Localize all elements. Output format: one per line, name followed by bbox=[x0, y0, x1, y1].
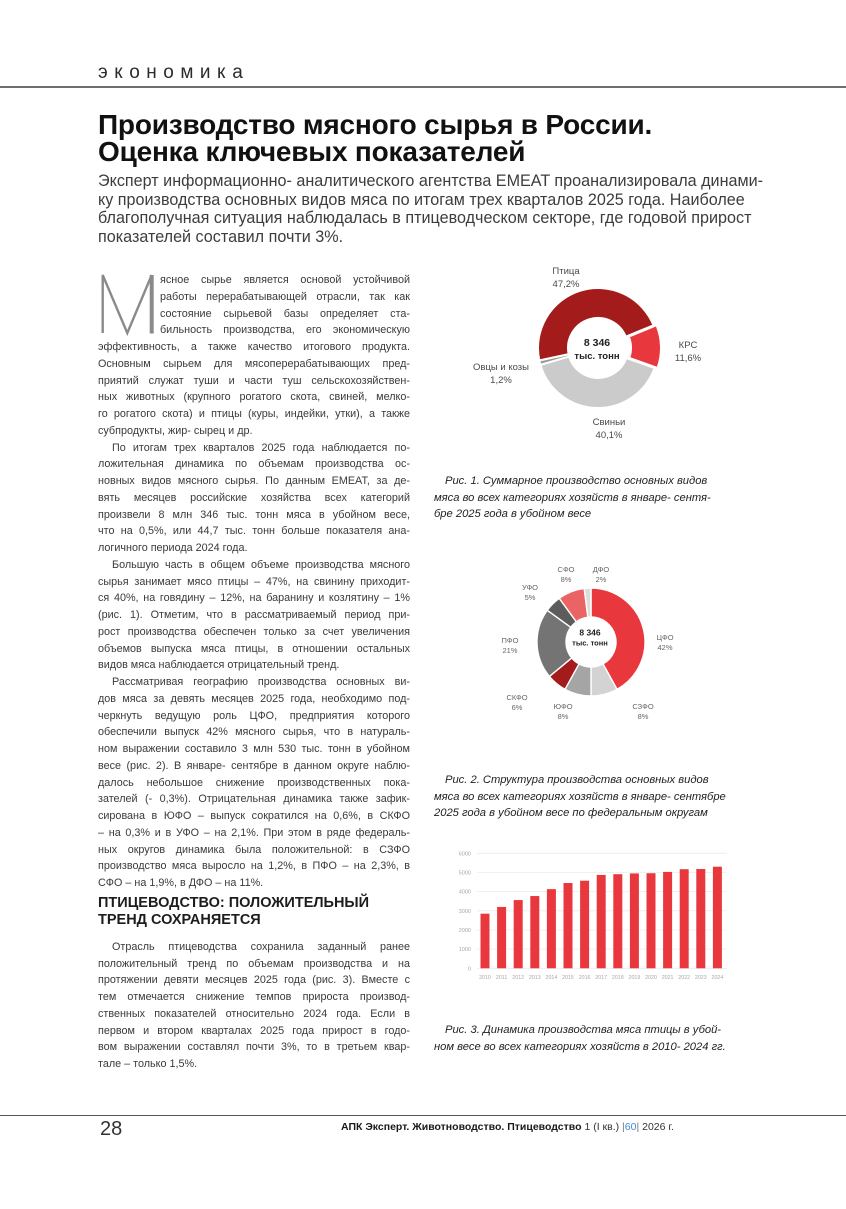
journal-title: АПК Эксперт. Животноводство. Птицеводство bbox=[341, 1121, 582, 1133]
donut-label-poultry bbox=[552, 265, 579, 291]
y-tick-label: 6000 bbox=[458, 851, 471, 858]
bar bbox=[680, 869, 689, 968]
text-line: Рассматривая географию производства основных ви- bbox=[112, 676, 410, 688]
text-line: сырья занимает мясо птицы – 47%, на свинину приходит- bbox=[98, 575, 410, 588]
section-label: экономика bbox=[98, 62, 250, 83]
x-tick-label: 2024 bbox=[711, 974, 724, 981]
y-tick-label: 2000 bbox=[458, 927, 471, 934]
donut-center-label bbox=[572, 628, 608, 649]
text-line: положительный тренд по объемам производства и на bbox=[98, 957, 410, 970]
bar bbox=[481, 914, 490, 969]
text-line: логичного периода 2024 года. bbox=[98, 542, 248, 554]
label-value: 40,1% bbox=[595, 430, 623, 441]
bar bbox=[663, 872, 672, 968]
text-line: Основным сырьем для мясоперерабатывающих пред- bbox=[98, 357, 410, 370]
donut-segment bbox=[540, 356, 654, 408]
article-title bbox=[98, 111, 652, 165]
bar bbox=[597, 875, 606, 968]
x-tick-label: 2023 bbox=[694, 974, 707, 981]
text-line: зателей (- 0,3%). Отрицательная динамика также зафик- bbox=[98, 793, 410, 806]
text-line: Большую часть в общем объеме производства мясного bbox=[112, 558, 410, 571]
figure-1-caption bbox=[434, 473, 746, 523]
text-line: эффективность, а также качество итогового продукта. bbox=[98, 341, 410, 353]
bar bbox=[497, 907, 506, 968]
text-line: производство мяса выросло на 1,2%, в ПФО – на 2,3%, в bbox=[98, 860, 410, 873]
label-value: 1,2% bbox=[490, 375, 512, 386]
article-lead bbox=[98, 172, 798, 246]
donut-label-sfo bbox=[558, 565, 575, 585]
issue-year: 2026 г. bbox=[642, 1121, 674, 1133]
text-line: мяса во всех категориях хозяйств в январе- сентябре bbox=[434, 790, 726, 803]
label-value: 8% bbox=[637, 712, 649, 721]
text-line: Рис. 2. Структура производства основных видов bbox=[445, 774, 709, 786]
figure-3-caption bbox=[434, 1022, 746, 1055]
text-line: Производство мясного сырья в России. bbox=[98, 109, 653, 140]
footer-journal-info bbox=[341, 1120, 674, 1134]
label-category: СЗФО bbox=[632, 702, 654, 711]
x-tick-label: 2021 bbox=[661, 974, 674, 981]
figure-2-caption bbox=[434, 772, 746, 822]
donut-center-value: 8 346 bbox=[583, 337, 611, 349]
label-category: Свиньи bbox=[592, 417, 626, 428]
issue-label: 1 (I кв.) bbox=[584, 1121, 620, 1133]
x-tick-label: 2022 bbox=[678, 974, 691, 981]
bar bbox=[547, 889, 556, 968]
text-line: ПТИЦЕВОДСТВО: ПОЛОЖИТЕЛЬНЫЙ bbox=[98, 894, 370, 911]
text-line: сирована в ЮФО – выпуск сократился на 0,6%, в СКФО bbox=[98, 810, 410, 822]
text-line: ТРЕНД СОХРАНЯЕТСЯ bbox=[98, 912, 261, 929]
text-line: дов мяса за девять месяцев 2025 года, необходимо под- bbox=[98, 692, 410, 705]
label-category: ПФО bbox=[501, 636, 519, 645]
text-line: Эксперт информационно- аналитического агентства EMEAT проанализировала динами- bbox=[98, 171, 763, 190]
text-line: работы перерабатывающей отрасли, так как bbox=[160, 290, 410, 303]
bar bbox=[530, 896, 539, 968]
article-body bbox=[98, 272, 410, 1073]
x-tick-label: 2011 bbox=[495, 974, 508, 981]
text-line: СФО – на 1,9%, в ДФО – на 11%. bbox=[98, 877, 264, 889]
text-line: бре 2025 года в убойном весе bbox=[434, 508, 592, 520]
text-line: обеспечили выпуск 42% мясного сырья, что в натураль- bbox=[98, 726, 410, 739]
x-tick-label: 2010 bbox=[479, 974, 491, 981]
bar bbox=[696, 869, 705, 968]
donut-center-label bbox=[574, 337, 619, 363]
donut-label-sheep-goats bbox=[473, 361, 529, 387]
text-line: субпродукты, жир- сырец и др. bbox=[98, 424, 253, 437]
text-line: благополучная ситуация наблюдалась в птицеводческом секторе, где годовой прирост bbox=[98, 208, 752, 227]
issue-number: 60 bbox=[624, 1121, 637, 1133]
text-line: тем отмечается снижение темпов прироста производ- bbox=[98, 991, 410, 1003]
text-line: что на 0,5%, или 44,7 тыс. тонн больше показателя ана- bbox=[98, 525, 410, 538]
y-tick-label: 5000 bbox=[458, 870, 471, 877]
label-category: СФО bbox=[557, 565, 575, 574]
text-line: ных животных (крупного рогатого скота, свиней, мелко- bbox=[98, 391, 410, 404]
donut-label-yufo bbox=[553, 702, 572, 722]
donut-label-dfo bbox=[593, 565, 609, 585]
label-value: 42% bbox=[657, 643, 673, 652]
label-category: КРС bbox=[678, 340, 698, 351]
donut-label-cfo bbox=[656, 633, 673, 653]
paragraph-3 bbox=[98, 557, 410, 674]
x-tick-label: 2020 bbox=[645, 974, 657, 981]
text-line: приятий служат туши и части туш сельскохозяйствен- bbox=[98, 374, 410, 387]
y-tick-label: 1000 bbox=[458, 947, 471, 954]
bar bbox=[580, 881, 589, 969]
page-number: 28 bbox=[100, 1118, 123, 1140]
bar bbox=[647, 873, 656, 968]
bar bbox=[564, 883, 573, 968]
text-line: ственных показателей относительно 2024 года. Если в bbox=[98, 1007, 410, 1020]
donut-center-unit: тыс. тонн bbox=[572, 638, 608, 647]
text-line: показателей составил почти 3%. bbox=[98, 226, 344, 246]
text-line: вять месяцев российские хозяйства всех категорий bbox=[98, 491, 410, 504]
text-line: состояние сырьевой базы определяет ста- bbox=[160, 307, 410, 320]
text-line: черкнуть ведущую роль ЦФО, предприятия которого bbox=[98, 709, 410, 722]
paragraph-4 bbox=[98, 674, 410, 892]
x-tick-label: 2012 bbox=[512, 974, 525, 981]
text-line: видов мяса наблюдается отрицательный тренд. bbox=[98, 659, 340, 672]
text-line: 2025 года в убойном весе по федеральным округам bbox=[434, 807, 708, 819]
donut-label-cattle bbox=[675, 339, 701, 365]
text-line: далось небольшое снижение производственных пока- bbox=[98, 776, 410, 789]
text-line: Оценка ключевых показателей bbox=[98, 136, 526, 167]
text-line: весе (рис. 2). В январе- сентябре в данном округе наблю- bbox=[98, 759, 410, 772]
text-line: ясное сырье является основой устойчивой bbox=[160, 274, 410, 286]
label-value: 47,2% bbox=[552, 279, 580, 290]
donut-center-unit: тыс. тонн bbox=[574, 351, 620, 362]
x-tick-label: 2013 bbox=[528, 974, 541, 981]
label-value: 6% bbox=[511, 703, 523, 712]
text-line: произвели 8 млн 346 тыс. тонн мяса в убойном весе, bbox=[98, 508, 410, 521]
text-line: рост производства обеспечен только за счет увеличения bbox=[98, 625, 410, 638]
header-divider bbox=[0, 86, 846, 88]
bar bbox=[630, 873, 639, 968]
label-value: 11,6% bbox=[674, 353, 702, 364]
y-tick-label: 4000 bbox=[458, 889, 471, 896]
text-line: (рис. 1). Отметим, что в рассматриваемый период при- bbox=[98, 609, 410, 621]
text-line: ном весе во всех категориях хозяйств в 2010- 2024 гг. bbox=[434, 1040, 726, 1053]
text-line: ном выражении составило 3 млн 530 тыс. тонн в убойном bbox=[98, 743, 410, 755]
bar bbox=[613, 874, 622, 968]
text-line: По итогам трех кварталов 2025 года наблюдается по- bbox=[112, 441, 410, 454]
label-category: Птица bbox=[552, 266, 580, 277]
footer-divider bbox=[0, 1115, 846, 1116]
text-line: вом выражении составлял почти 3%, то в третьем квар- bbox=[98, 1041, 410, 1054]
text-line: новных видов мясного сырья. По данным EMEAT, за де- bbox=[98, 475, 410, 487]
x-tick-label: 2019 bbox=[628, 974, 641, 981]
label-category: СКФО bbox=[506, 693, 528, 702]
paragraph-2 bbox=[98, 440, 410, 557]
y-tick-label: 3000 bbox=[458, 908, 471, 915]
text-line: тале – только 1,5%. bbox=[98, 1058, 198, 1070]
text-line: – на 0,3% и в УФО – на 2,1%. При этом в ряде федераль- bbox=[98, 826, 410, 839]
x-tick-label: 2015 bbox=[562, 974, 574, 981]
label-category: ЮФО bbox=[553, 702, 573, 711]
paragraph-1 bbox=[98, 272, 410, 440]
bar bbox=[514, 900, 523, 968]
text-line: бильность производства, его экономическую bbox=[160, 324, 410, 337]
text-line: Отрасль птицеводства сохранила заданный ранее bbox=[112, 940, 410, 953]
donut-label-ufo bbox=[522, 583, 538, 603]
x-tick-label: 2014 bbox=[545, 974, 558, 981]
donut-label-pigs bbox=[593, 416, 626, 442]
text-line: объемов выпуска мяса птицы, в отношении остальных bbox=[98, 642, 410, 655]
label-category: Овцы и козы bbox=[473, 362, 529, 373]
donut-label-skfo bbox=[506, 693, 527, 713]
donut-label-pfo bbox=[502, 636, 519, 656]
text-line: ку производства основных видов мяса по итогам трех кварталов 2025 года. Наиболее bbox=[98, 189, 745, 209]
label-value: 8% bbox=[560, 575, 572, 584]
label-value: 21% bbox=[502, 646, 518, 655]
label-value: 8% bbox=[557, 712, 569, 721]
bar bbox=[713, 867, 722, 969]
label-category: ЦФО bbox=[656, 633, 674, 642]
text-line: Рис. 1. Суммарное производство основных видов bbox=[445, 475, 708, 487]
separator: | bbox=[622, 1121, 625, 1133]
paragraph-5 bbox=[98, 939, 410, 1073]
text-line: мяса во всех категориях хозяйств в январе- сентя- bbox=[434, 491, 711, 504]
bar-chart-poultry-production bbox=[450, 845, 735, 985]
text-line: го рогатого скота) и птицы (куры, индейки, утки), а также bbox=[98, 408, 410, 420]
text-line: протяжении девяти месяцев 2025 года (рис. 3). Вместе с bbox=[98, 974, 410, 987]
label-value: 2% bbox=[595, 575, 607, 584]
donut-center-value: 8 346 bbox=[579, 627, 601, 638]
section-subheading bbox=[98, 895, 410, 930]
label-value: 5% bbox=[524, 593, 536, 602]
text-line: первом и втором кварталах 2025 года прирост в годо- bbox=[98, 1024, 410, 1037]
text-line: ся 40%, на говядину – 12%, на баранину и козлятину – 1% bbox=[98, 592, 410, 605]
text-line: Рис. 3. Динамика производства мяса птицы в убой- bbox=[445, 1024, 722, 1036]
label-category: ДФО bbox=[592, 565, 610, 574]
x-tick-label: 2016 bbox=[578, 974, 591, 981]
x-tick-label: 2018 bbox=[611, 974, 624, 981]
label-category: УФО bbox=[521, 583, 539, 592]
x-tick-label: 2017 bbox=[595, 974, 608, 981]
y-tick-label: 0 bbox=[467, 966, 471, 973]
donut-label-szfo bbox=[632, 702, 653, 722]
separator: | bbox=[636, 1121, 640, 1133]
text-line: ложительная динамика по объемам производства ос- bbox=[98, 458, 410, 471]
text-line: ных округов динамика была положительной: в СЗФО bbox=[98, 843, 410, 856]
